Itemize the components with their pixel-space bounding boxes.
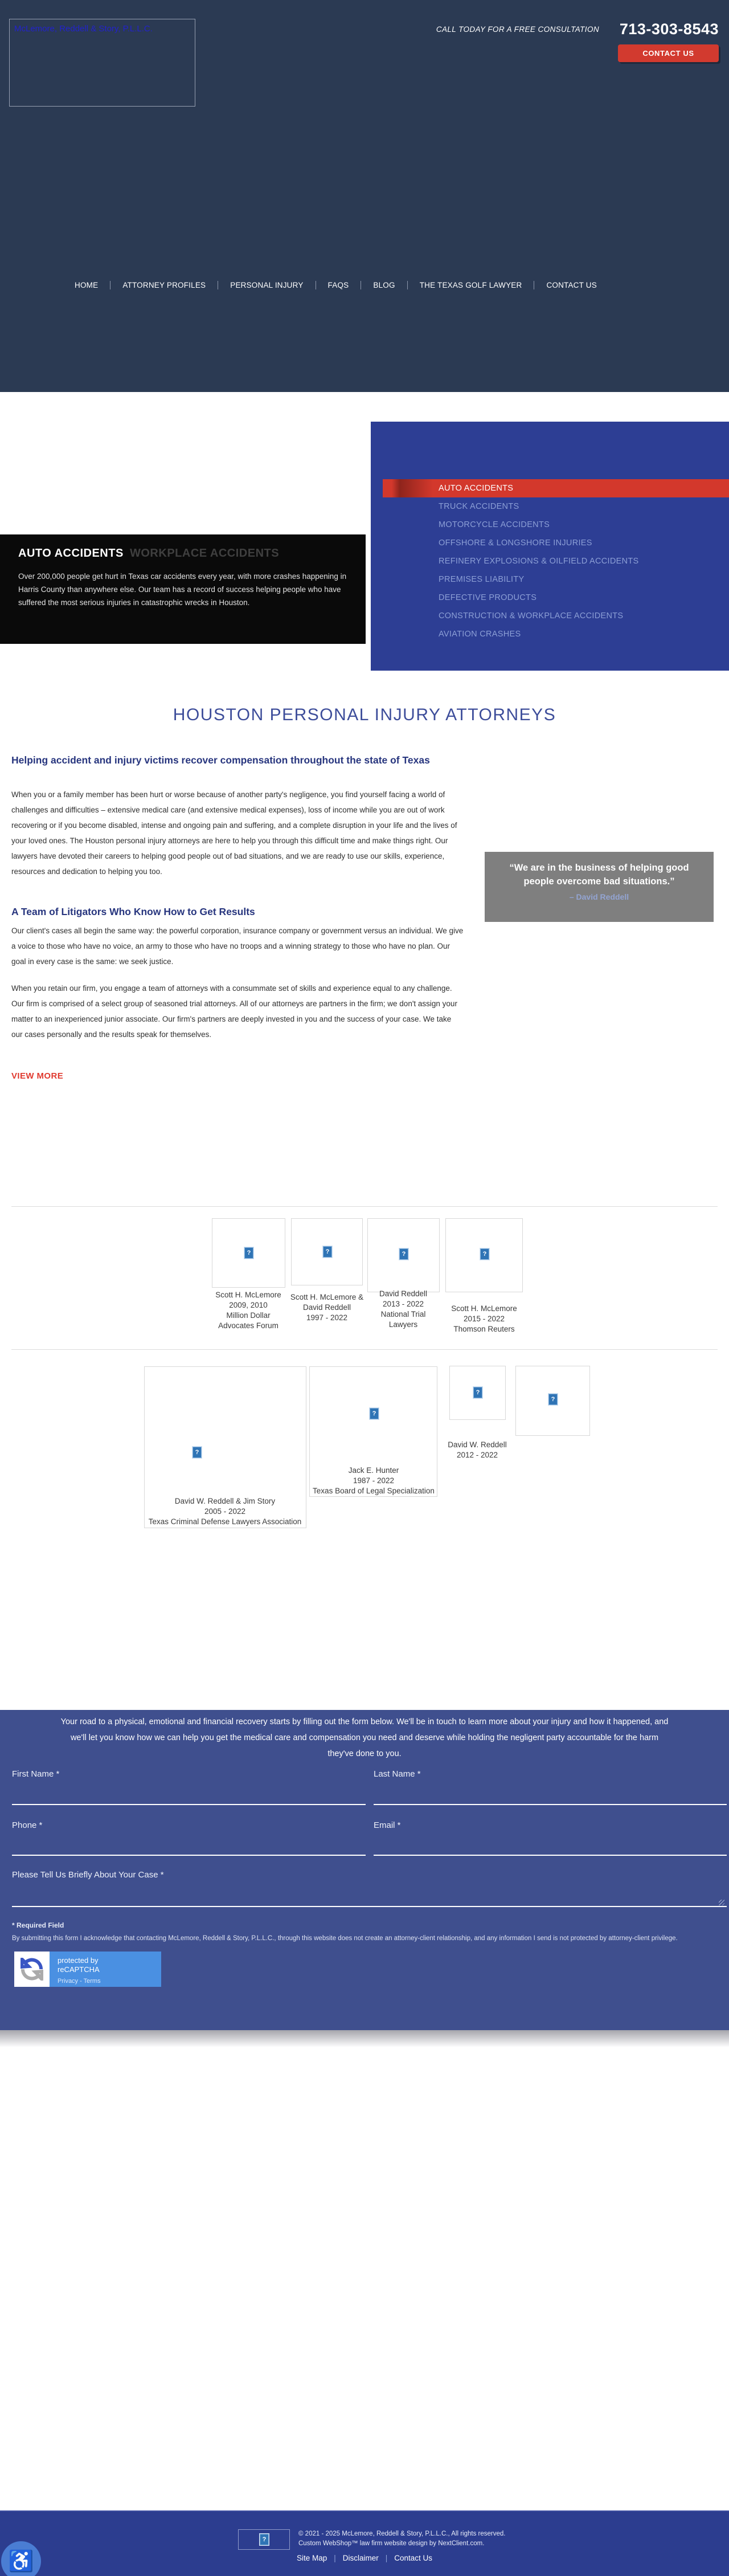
view-more-link[interactable]: VIEW MORE (11, 1071, 64, 1081)
nav-item-personal-injury[interactable]: PERSONAL INJURY (230, 280, 304, 289)
copyright-line-2: Custom WebShop™ law firm website design by NextClient.com. (298, 2540, 485, 2547)
contact-us-button[interactable]: CONTACT US (618, 44, 719, 62)
attorney-quote-box (485, 852, 714, 922)
broken-image-icon: ? (244, 1247, 253, 1259)
practice-area-motorcycle-accidents[interactable]: MOTORCYCLE ACCIDENTS (439, 520, 550, 529)
hero-slide-title: AUTO ACCIDENTS (18, 547, 124, 560)
nav-item-texas-golf-lawyer[interactable]: THE TEXAS GOLF LAWYER (419, 280, 522, 289)
broken-image-icon: ? (323, 1246, 332, 1258)
phone-label: Phone * (12, 1820, 43, 1830)
footer-link-contact-us[interactable]: Contact Us (394, 2554, 433, 2562)
hero-slide-text: Over 200,000 people get hurt in Texas car accidents every year, with more crashes happening in Harris County than anywhere else. Our team has a record of success helping people who have suffered the most serious injuries in catastrophic wrecks in Houston. (18, 572, 347, 607)
practice-area-premises-liability[interactable]: PREMISES LIABILITY (439, 575, 525, 584)
award-caption: Scott H. McLemore & David Reddell 1997 - 2022 (290, 1293, 364, 1322)
practice-area-refinery-oilfield[interactable]: REFINERY EXPLOSIONS & OILFIELD ACCIDENTS (439, 557, 639, 566)
practice-area-offshore-longshore[interactable]: OFFSHORE & LONGSHORE INJURIES (439, 538, 592, 548)
footer-link-disclaimer[interactable]: Disclaimer (342, 2554, 379, 2562)
recaptcha-logo-icon (14, 1952, 50, 1987)
copyright-line-1: © 2021 - 2025 McLemore, Reddell & Story, P.L.L.C., All rights reserved. (298, 2530, 506, 2537)
consultation-tagline: CALL TODAY FOR A FREE CONSULTATION (436, 25, 599, 34)
award-badge-broken-image[interactable] (367, 1218, 440, 1292)
awards-table-top-border (11, 1206, 718, 1207)
footer-logo-broken-image[interactable] (238, 2529, 290, 2550)
practice-area-construction-workplace[interactable]: CONSTRUCTION & WORKPLACE ACCIDENTS (439, 611, 624, 620)
awards-table-divider (11, 1349, 718, 1350)
footer-links: Site Map | Disclaimer | Contact Us (0, 2554, 729, 2562)
practice-areas-menu (439, 479, 723, 643)
nav-item-home[interactable]: HOME (75, 280, 99, 289)
award-badge-broken-image[interactable] (291, 1218, 363, 1285)
recaptcha-terms-link[interactable]: Terms (83, 1978, 101, 1985)
recaptcha-swirl-icon (21, 1958, 43, 1981)
section-heading-helping-victims: Helping accident and injury victims recover compensation throughout the state of Texas (11, 754, 430, 766)
award-caption: Scott H. McLemore 2015 - 2022 Thomson Reuters (451, 1304, 517, 1333)
form-disclaimer: By submitting this form I acknowledge that contacting McLemore, Reddell & Story, P.L.L.C., through this website does not create an attorney-client relationship, and any information I send is not protected by attorney-client privilege. (12, 1935, 678, 1942)
case-message-input[interactable] (12, 1873, 727, 1907)
recaptcha-text: protected by reCAPTCHA Privacy - Terms (58, 1956, 101, 1985)
section-heading-team-of-litigators: A Team of Litigators Who Know How to Get Results (11, 906, 255, 917)
email-label: Email * (374, 1820, 401, 1830)
intro-paragraph: When you or a family member has been hurt or worse because of another party's negligence, you find yourself facing a world of challenges and difficulties – extensive medical care (and extensive medical expenses), loss of income while you are out of work recovering or if you become disabled, intense and ongoing pain and suffering, and a complete disruption in your life and the lives of your loved ones. The Houston personal injury attorneys are here to help you through this difficult time and make things right. Our lawyers have devoted their careers to helping good people out of bad situations, and we are ready to use our skills, experience, resources and dedication to helping you too. (11, 790, 457, 876)
litigators-paragraph-2: When you retain our firm, you engage a team of attorneys with a consummate set of skills and experience equal to any challenge. Our firm is comprised of a select group of seasoned trial attorneys. All of our attorneys are partners in the firm; we don't assign your matter to an inexperienced junior associate. Our firm's partners are deeply invested in you and the success of your case. We take our cases personally and the results speak for themselves. (11, 984, 457, 1039)
hero-slide-auto-accidents (0, 534, 366, 644)
broken-image-icon: ? (548, 1394, 558, 1405)
textarea-resize-handle-icon[interactable] (719, 1900, 724, 1905)
first-name-label: First Name * (12, 1769, 60, 1779)
first-name-input[interactable] (12, 1771, 366, 1805)
award-badge-broken-image[interactable] (449, 1366, 506, 1420)
broken-image-icon: ? (370, 1408, 379, 1419)
broken-image-icon: ? (399, 1248, 408, 1260)
main-nav (63, 268, 609, 302)
email-input[interactable] (374, 1822, 727, 1856)
practice-area-defective-products[interactable]: DEFECTIVE PRODUCTS (439, 593, 537, 602)
nav-item-faqs[interactable]: FAQS (327, 280, 349, 289)
award-badge-broken-image[interactable] (212, 1218, 285, 1288)
award-caption: Jack E. Hunter 1987 - 2022 Texas Board of Legal Specialization (313, 1466, 435, 1495)
nav-item-attorney-profiles[interactable]: ATTORNEY PROFILES (122, 280, 206, 289)
broken-image-icon: ? (480, 1248, 489, 1260)
award-badge-broken-image[interactable] (515, 1366, 590, 1436)
last-name-input[interactable] (374, 1771, 727, 1805)
site-header (0, 0, 729, 392)
phone-input[interactable] (12, 1822, 366, 1856)
footer-copyright (298, 2529, 505, 2549)
site-footer (0, 2510, 729, 2576)
recaptcha-privacy-link[interactable]: Privacy (58, 1978, 79, 1985)
litigators-paragraph-1: Our client's cases all begin the same way: the powerful corporation, insurance company or government versus an individual. We give a voice to those who have no voice, an army to those who have no troops and a winning strategy to those who have no plan. Our goal in every case is the same: we seek justice. (11, 926, 464, 966)
footer-link-site-map[interactable]: Site Map (296, 2554, 327, 2562)
broken-image-icon: ? (473, 1387, 482, 1398)
practice-area-aviation-crashes[interactable]: AVIATION CRASHES (439, 630, 521, 639)
nav-item-blog[interactable]: BLOG (373, 280, 395, 289)
logo-alt-text: McLemore, Reddell & Story, P.L.L.C. (14, 24, 153, 34)
quote-text: “We are in the business of helping good people overcome bad situations.” (509, 863, 689, 887)
hero-slide-ghost-title: WORKPLACE ACCIDENTS (130, 547, 280, 560)
award-caption: David W. Reddell 2012 - 2022 (448, 1440, 507, 1459)
phone-number[interactable]: 713-303-8543 (619, 21, 719, 38)
quote-attribution: – David Reddell (569, 892, 629, 901)
award-badge-broken-image[interactable] (445, 1218, 523, 1292)
page-title: HOUSTON PERSONAL INJURY ATTORNEYS (173, 705, 556, 724)
form-section-shadow (0, 2030, 729, 2047)
award-caption: Scott H. McLemore 2009, 2010 Million Dollar Advocates Forum (215, 1291, 281, 1330)
broken-image-icon: ? (260, 2534, 269, 2545)
logo-broken-image[interactable] (9, 19, 195, 107)
practice-area-truck-accidents[interactable]: TRUCK ACCIDENTS (439, 502, 519, 511)
last-name-label: Last Name * (374, 1769, 421, 1779)
broken-image-icon: ? (193, 1447, 202, 1458)
award-caption: David W. Reddell & Jim Story 2005 - 2022 Texas Criminal Defense Lawyers Association (148, 1497, 302, 1526)
case-message-label: Please Tell Us Briefly About Your Case * (12, 1870, 164, 1880)
form-intro-text: Your road to a physical, emotional and financial recovery starts by filling out the form below. We'll be in touch to learn more about your injury and how it happened, and we'll let you know how we can help you get the medical care and compensation you need and deserve while holding the negligent party accountable for the harm they've done to you. (60, 1717, 669, 1758)
required-field-note: * Required Field (12, 1921, 64, 1929)
award-caption: David Reddell 2013 - 2022 National Trial Lawyers (379, 1289, 428, 1329)
nav-item-contact-us[interactable]: CONTACT US (546, 280, 597, 289)
recaptcha-badge[interactable] (14, 1952, 161, 1987)
accessibility-widget-icon[interactable]: ♿ (1, 2541, 41, 2576)
practice-area-auto-accidents[interactable]: AUTO ACCIDENTS (439, 484, 514, 493)
